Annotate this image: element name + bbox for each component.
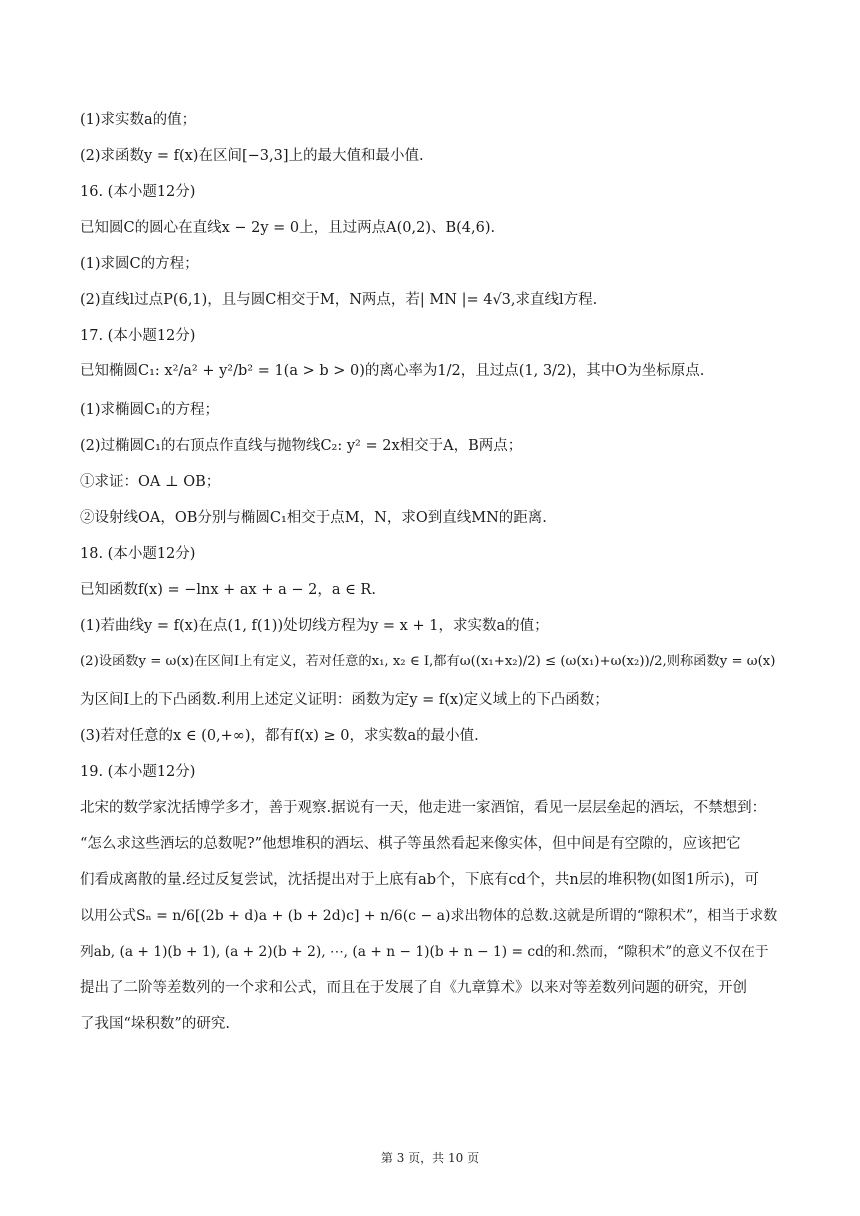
q19-para-line4: 以用公式Sₙ = n/6[(2b + d)a + (b + 2d)c] + n/6(c − a)求出物体的总数.这就是所谓的“隙积术”，相当于求数	[80, 908, 778, 924]
q18-heading: 18. (本小题12分)	[80, 546, 196, 562]
q15-part1: (1)求实数a的值；	[80, 112, 197, 128]
q19-para-line1: 北宋的数学家沈括博学多才，善于观察.据说有一天，他走进一家酒馆，看见一层层垒起的酒坛，不禁想到：	[80, 800, 767, 816]
q18-part2-line2: 为区间I上的下凸函数.利用上述定义证明：函数为定y = f(x)定义域上的下凸函数；	[80, 692, 609, 708]
q18-part1: (1)若曲线y = f(x)在点(1, f(1))处切线方程为y = x + 1，求实数a的值；	[80, 618, 549, 634]
q16-stem: 已知圆C的圆心在直线x − 2y = 0上，且过两点A(0,2)、B(4,6).	[80, 220, 496, 236]
q16-part1: (1)求圆C的方程；	[80, 256, 199, 272]
page-footer: 第 3 页，共 10 页	[380, 1151, 480, 1165]
q17-part1: (1)求椭圆C₁的方程；	[80, 402, 219, 418]
q17-part2: (2)过椭圆C₁的右顶点作直线与抛物线C₂: y² = 2x相交于A，B两点；	[80, 438, 523, 454]
q16-part2: (2)直线l过点P(6,1)，且与圆C相交于M，N两点，若| MN |= 4√3,求直线l方程.	[80, 292, 598, 308]
q19-para-line3: 们看成离散的量.经过反复尝试，沈括提出对于上底有ab个，下底有cd个，共n层的堆积物(如图1所示)，可	[80, 872, 759, 888]
q18-stem: 已知函数f(x) = −lnx + ax + a − 2，a ∈ R.	[80, 582, 376, 598]
q17-heading: 17. (本小题12分)	[80, 328, 196, 344]
q19-para-line5: 列ab, (a + 1)(b + 1), (a + 2)(b + 2), ⋯, (a + n − 1)(b + n − 1) = cd的和.然而，“隙积术”的意义不仅在于	[80, 944, 769, 960]
q19-para-line6: 提出了二阶等差数列的一个求和公式，而且在于发展了自《九章算术》以来对等差数列问题的研究，开创	[80, 980, 747, 996]
q17-stem: 已知椭圆C₁: x²/a² + y²/b² = 1(a > b > 0)的离心率为1/2，且过点(1, 3/2)，其中O为坐标原点.	[80, 363, 705, 379]
q18-part2-line1: (2)设函数y = ω(x)在区间I上有定义，若对任意的x₁, x₂ ∈ I,都有ω((x₁+x₂)/2) ≤ (ω(x₁)+ω(x₂))/2,则称函数y = ω(x)	[80, 654, 776, 669]
q19-para-line2: “怎么求这些酒坛的总数呢?”他想堆积的酒坛、棋子等虽然看起来像实体，但中间是有空隙的，应该把它	[80, 836, 741, 852]
q15-part2: (2)求函数y = f(x)在区间[−3,3]上的最大值和最小值.	[80, 148, 424, 164]
q16-heading: 16. (本小题12分)	[80, 184, 196, 200]
q18-part3: (3)若对任意的x ∈ (0,+∞)，都有f(x) ≥ 0，求实数a的最小值.	[80, 728, 479, 744]
q19-para-line7: 了我国“垛积数”的研究.	[80, 1016, 230, 1032]
q17-part2-sub1: ①求证：OA ⊥ OB；	[80, 474, 221, 490]
q17-part2-sub2: ②设射线OA，OB分别与椭圆C₁相交于点M，N，求O到直线MN的距离.	[80, 510, 547, 526]
q19-heading: 19. (本小题12分)	[80, 764, 196, 780]
